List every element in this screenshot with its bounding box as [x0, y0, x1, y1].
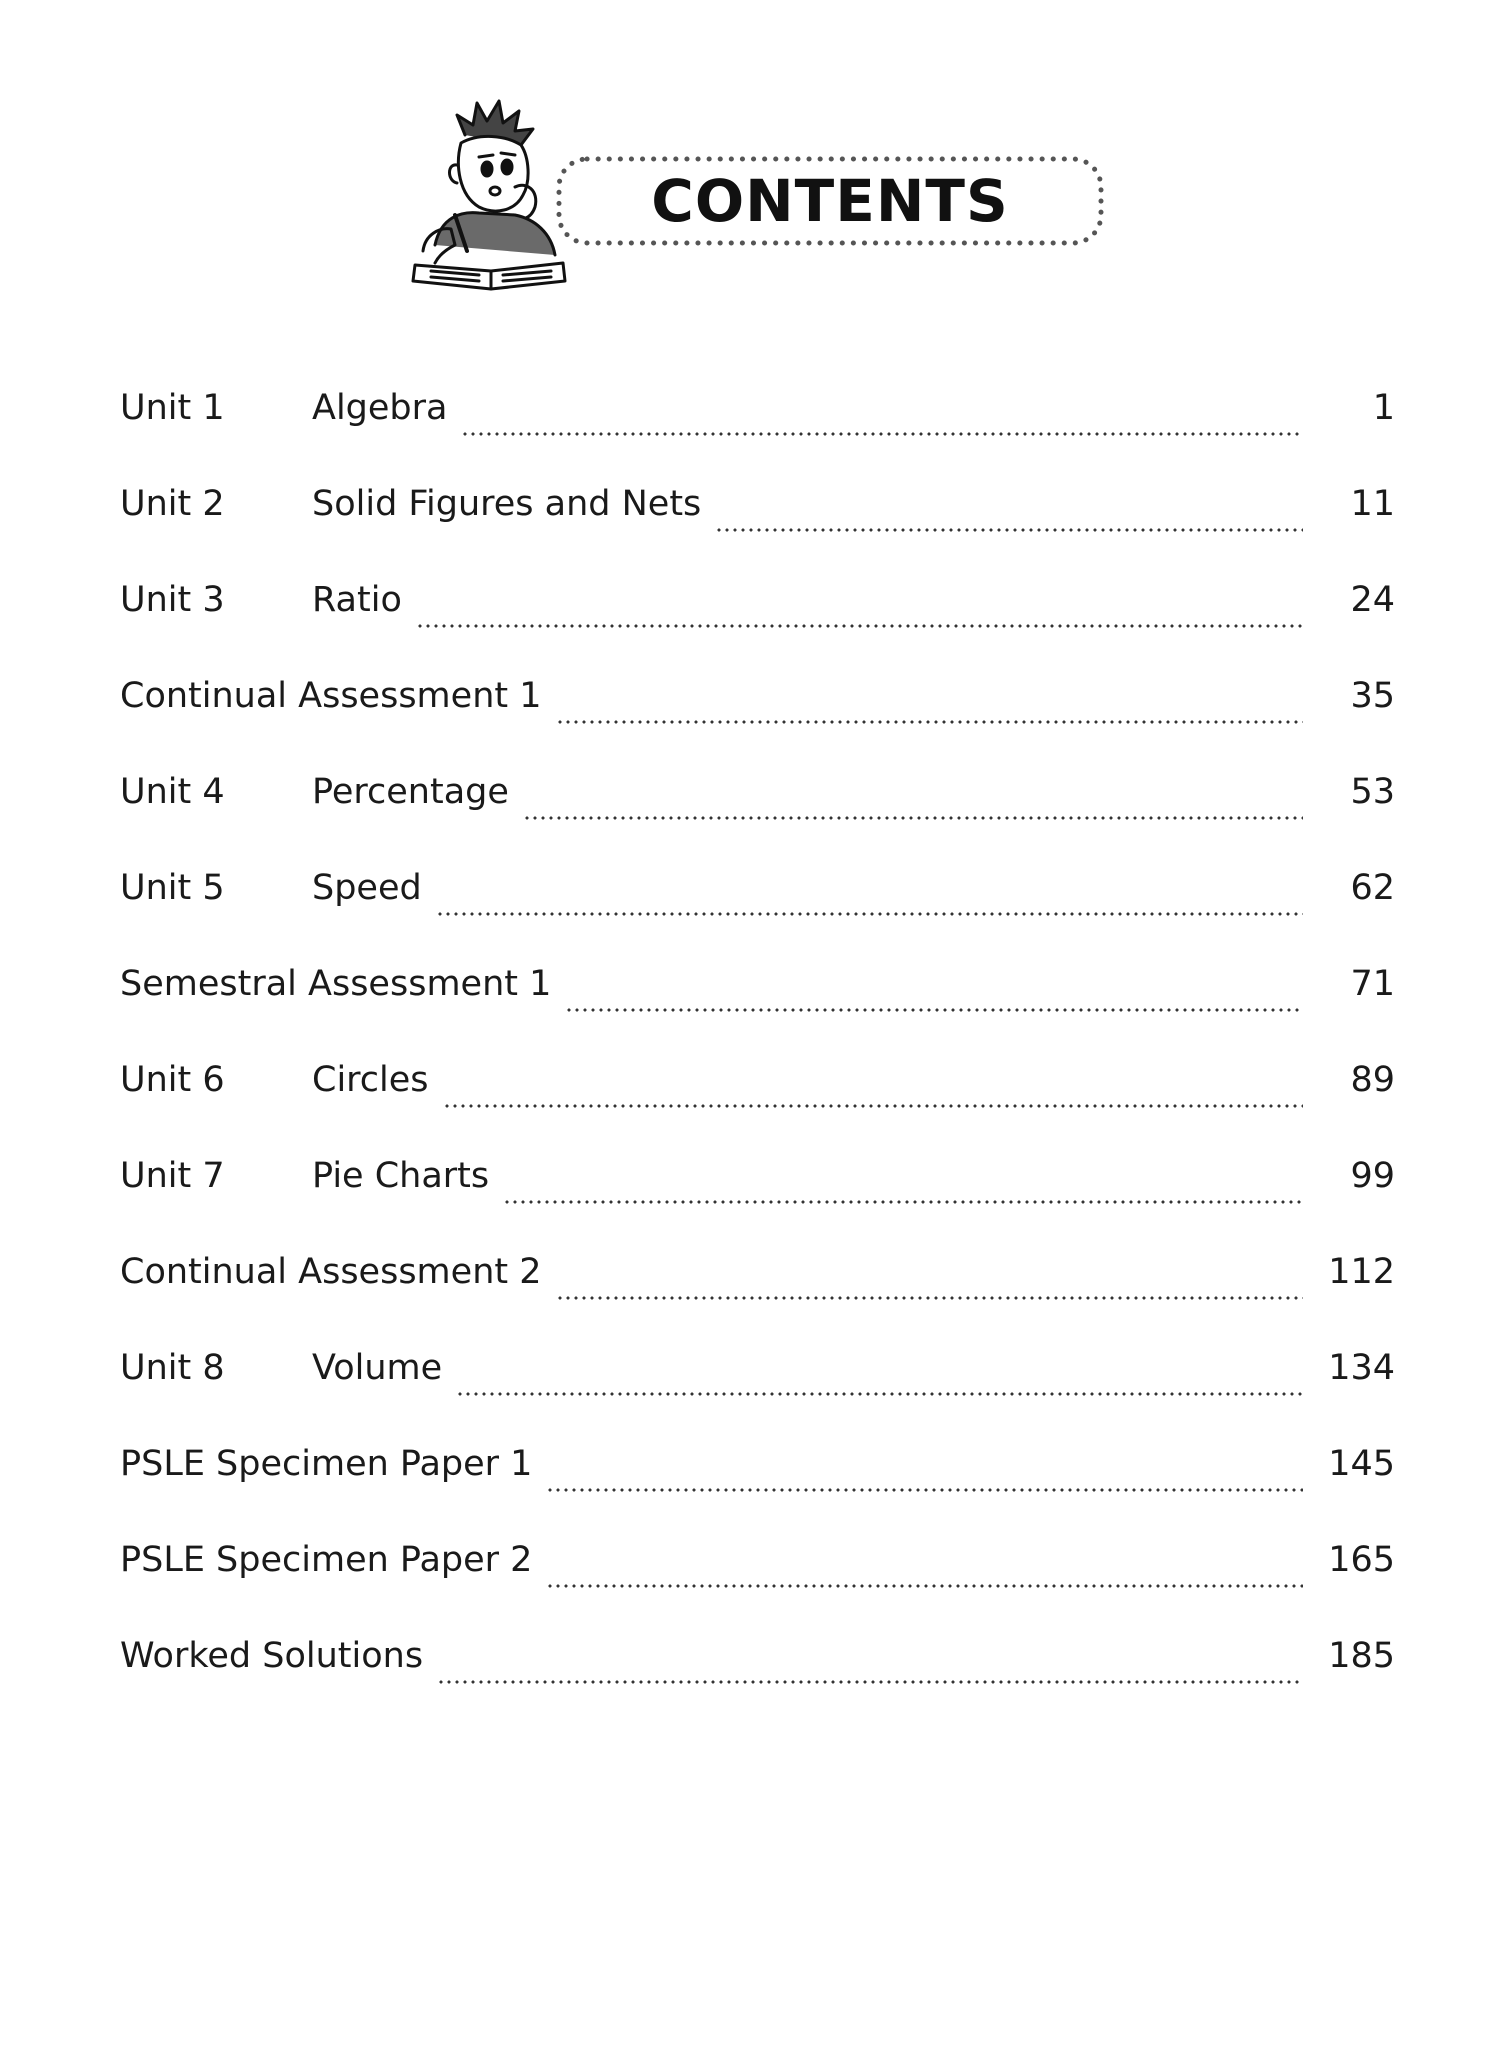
unit-label: Unit 2 — [120, 484, 225, 524]
toc-entry[interactable] — [120, 1148, 1395, 1244]
toc-entry[interactable] — [120, 956, 1395, 1052]
page-number: 165 — [1328, 1540, 1395, 1580]
dot-leader — [436, 911, 1303, 917]
entry-title: PSLE Specimen Paper 2 — [120, 1540, 533, 1580]
entry-title: Solid Figures and Nets — [312, 484, 702, 524]
unit-label: Unit 4 — [120, 772, 225, 812]
page-number: 1 — [1372, 388, 1395, 428]
page-number: 35 — [1350, 676, 1395, 716]
toc-entry[interactable] — [120, 668, 1395, 764]
toc-entry[interactable] — [120, 572, 1395, 668]
entry-title: Ratio — [312, 580, 402, 620]
entry-title: PSLE Specimen Paper 1 — [120, 1444, 533, 1484]
entry-title: Semestral Assessment 1 — [120, 964, 552, 1004]
toc-entry[interactable] — [120, 1532, 1395, 1628]
unit-label: Unit 8 — [120, 1348, 225, 1388]
page-number: 53 — [1350, 772, 1395, 812]
dot-leader — [456, 1391, 1303, 1397]
entry-title: Volume — [312, 1348, 443, 1388]
dot-leader — [523, 815, 1303, 821]
dot-leader — [556, 1295, 1304, 1301]
toc-entry[interactable] — [120, 1628, 1395, 1724]
page-number: 62 — [1350, 868, 1395, 908]
unit-label: Unit 5 — [120, 868, 225, 908]
toc-entry[interactable] — [120, 1340, 1395, 1436]
table-of-contents — [120, 380, 1395, 1724]
contents-header — [395, 95, 1125, 295]
dot-leader — [503, 1199, 1303, 1205]
page-number: 24 — [1350, 580, 1395, 620]
toc-entry[interactable] — [120, 380, 1395, 476]
entry-title: Circles — [312, 1060, 429, 1100]
page-number: 71 — [1350, 964, 1395, 1004]
entry-title: Algebra — [312, 388, 448, 428]
entry-title: Percentage — [312, 772, 509, 812]
unit-label: Unit 7 — [120, 1156, 225, 1196]
page-number: 145 — [1328, 1444, 1395, 1484]
dot-leader — [546, 1487, 1303, 1493]
toc-entry[interactable] — [120, 1244, 1395, 1340]
toc-entry[interactable] — [120, 764, 1395, 860]
unit-label: Unit 1 — [120, 388, 225, 428]
page-number: 185 — [1328, 1636, 1395, 1676]
dot-leader — [437, 1679, 1303, 1685]
entry-title: Continual Assessment 2 — [120, 1252, 542, 1292]
page-number: 112 — [1328, 1252, 1395, 1292]
dot-leader — [565, 1007, 1303, 1013]
page-number: 89 — [1350, 1060, 1395, 1100]
dot-leader — [443, 1103, 1303, 1109]
unit-label: Unit 3 — [120, 580, 225, 620]
dot-leader — [416, 623, 1303, 629]
dot-leader — [461, 431, 1303, 437]
entry-title: Speed — [312, 868, 422, 908]
title-frame — [555, 155, 1105, 247]
entry-title: Continual Assessment 1 — [120, 676, 542, 716]
entry-title: Worked Solutions — [120, 1636, 424, 1676]
toc-entry[interactable] — [120, 1436, 1395, 1532]
page-number: 134 — [1328, 1348, 1395, 1388]
page-number: 11 — [1350, 484, 1395, 524]
toc-entry[interactable] — [120, 476, 1395, 572]
unit-label: Unit 6 — [120, 1060, 225, 1100]
toc-entry[interactable] — [120, 1052, 1395, 1148]
page-number: 99 — [1350, 1156, 1395, 1196]
page-title: CONTENTS — [651, 167, 1009, 235]
entry-title: Pie Charts — [312, 1156, 490, 1196]
dot-leader — [546, 1583, 1303, 1589]
dot-leader — [556, 719, 1304, 725]
toc-entry[interactable] — [120, 860, 1395, 956]
dot-leader — [715, 527, 1303, 533]
